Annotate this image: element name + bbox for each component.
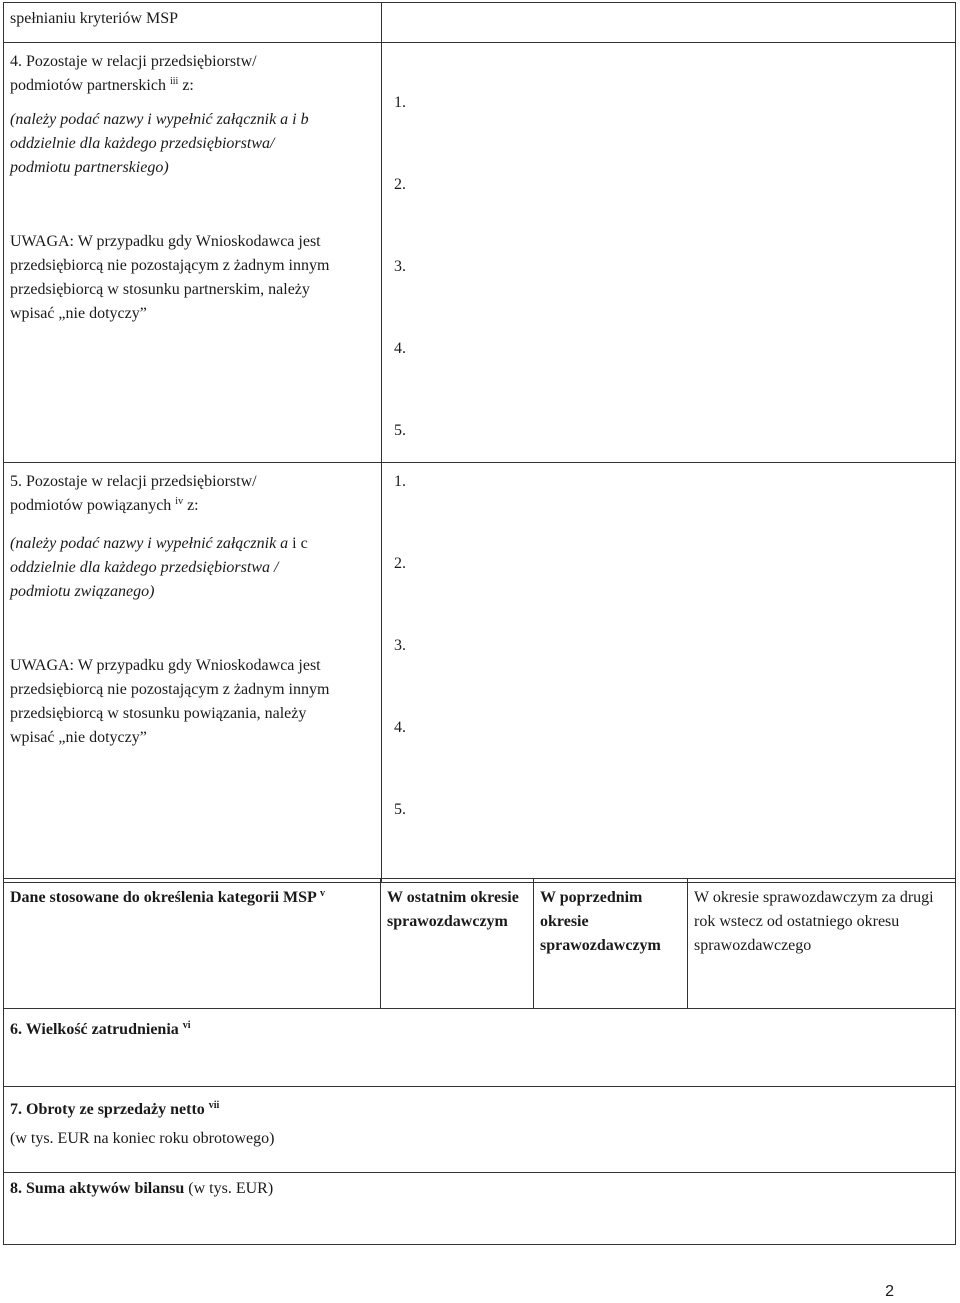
sec4-item-5: 5. <box>394 422 406 439</box>
sec4-title-b: podmiotów partnerskich <box>10 77 166 94</box>
sec5-title-c: z: <box>187 497 199 514</box>
header-col3-text: W okresie sprawozdawczym za drugi rok wstecz od ostatniego okresu sprawozdawczego <box>694 889 934 954</box>
row7-footnote-ref: vii <box>208 1100 220 1111</box>
row7-text: 7. Obroty ze sprzedaży netto <box>10 1101 205 1118</box>
row6-label <box>10 1018 949 1042</box>
sec4-warn-line2: przedsiębiorcą nie pozostającym z żadnym innym <box>10 257 330 274</box>
sec4-title-line2 <box>10 74 375 98</box>
row8-bold-text: 8. Suma aktywów bilansu <box>10 1180 185 1197</box>
sec5-title-b: podmiotów powiązanych <box>10 497 172 514</box>
sec4-item-2: 2. <box>394 176 406 193</box>
sec4-title-c: z: <box>182 77 194 94</box>
msp-data-table <box>3 878 956 1245</box>
row6-cell[interactable] <box>4 1009 956 1087</box>
row7-label <box>10 1098 949 1122</box>
sec5-warn-line4: wpisać „nie dotyczy” <box>10 729 147 746</box>
sec5-note1b: i c <box>288 535 308 552</box>
header-label-text: Dane stosowane do określenia kategorii MSP <box>10 889 316 906</box>
sec4-note-line2: oddzielnie dla każdego przedsiębiorstwa/ <box>10 135 275 152</box>
row0-label-cell <box>4 3 382 43</box>
header-col1-text: W ostatnim okresie sprawozdawczym <box>387 889 519 930</box>
header-col1 <box>381 879 534 1009</box>
row7-note: (w tys. EUR na koniec roku obrotowego) <box>10 1130 275 1147</box>
row6-text: 6. Wielkość zatrudnienia <box>10 1021 179 1038</box>
sec4-note3-text: podmiotu partnerskiego) <box>10 159 169 176</box>
sec4-warn-line4: wpisać „nie dotyczy” <box>10 305 147 322</box>
header-label-cell <box>4 879 381 1009</box>
header-col2 <box>534 879 688 1009</box>
sec5-item-3: 3. <box>394 637 406 654</box>
sec4-footnote-ref: iii <box>169 76 179 87</box>
row0-value-cell[interactable] <box>382 3 956 43</box>
sec5-note-line2: oddzielnie dla każdego przedsiębiorstwa / <box>10 559 279 576</box>
header-footnote-ref: v <box>319 888 325 899</box>
sec5-item-4: 4. <box>394 719 406 736</box>
sec4-item-1: 1. <box>394 94 406 111</box>
sec4-warn-line3: przedsiębiorcą w stosunku partnerskim, należy <box>10 281 310 298</box>
sec5-label-cell <box>4 463 382 883</box>
sec5-items-cell[interactable] <box>382 463 956 883</box>
sec5-warn-line3: przedsiębiorcą w stosunku powiązania, należy <box>10 705 307 722</box>
sec4-item-3: 3. <box>394 258 406 275</box>
sec5-warn-line1: UWAGA: W przypadku gdy Wnioskodawca jest <box>10 657 321 674</box>
sec4-items-cell[interactable] <box>382 43 956 463</box>
sec5-note1a: (należy podać nazwy i wypełnić załącznik a <box>10 535 289 552</box>
sec5-item-5: 5. <box>394 801 406 818</box>
row0-text: spełnianiu kryteriów MSP <box>10 10 178 27</box>
sec5-note-line1 <box>10 532 375 556</box>
sec4-title-line1: 4. Pozostaje w relacji przedsiębiorstw/ <box>10 53 257 70</box>
page-number: 2 <box>885 1283 894 1300</box>
header-label <box>10 886 374 910</box>
relations-table <box>3 2 956 883</box>
header-col2-text: W poprzednim okresie sprawozdawczym <box>540 889 661 954</box>
sec4-warn-line1: UWAGA: W przypadku gdy Wnioskodawca jest <box>10 233 321 250</box>
sec5-footnote-ref: iv <box>175 496 184 507</box>
sec5-warn-line2: przedsiębiorcą nie pozostającym z żadnym innym <box>10 681 330 698</box>
row8-rest-text: (w tys. EUR) <box>184 1180 274 1197</box>
sec5-item-2: 2. <box>394 555 406 572</box>
sec5-item-1: 1. <box>394 473 406 490</box>
sec4-label-cell <box>4 43 382 463</box>
sec5-title-line2 <box>10 494 375 518</box>
sec4-item-4: 4. <box>394 340 406 357</box>
row7-cell[interactable] <box>4 1087 956 1173</box>
sec4-note-line3 <box>10 156 375 180</box>
row8-label <box>10 1177 949 1201</box>
sec5-note-line3: podmiotu związanego) <box>10 583 155 600</box>
sec4-note-line1: (należy podać nazwy i wypełnić załącznik a i b <box>10 111 309 128</box>
row8-cell[interactable] <box>4 1173 956 1245</box>
sec5-title-line1: 5. Pozostaje w relacji przedsiębiorstw/ <box>10 473 257 490</box>
header-col3 <box>688 879 956 1009</box>
row6-footnote-ref: vi <box>182 1020 191 1031</box>
